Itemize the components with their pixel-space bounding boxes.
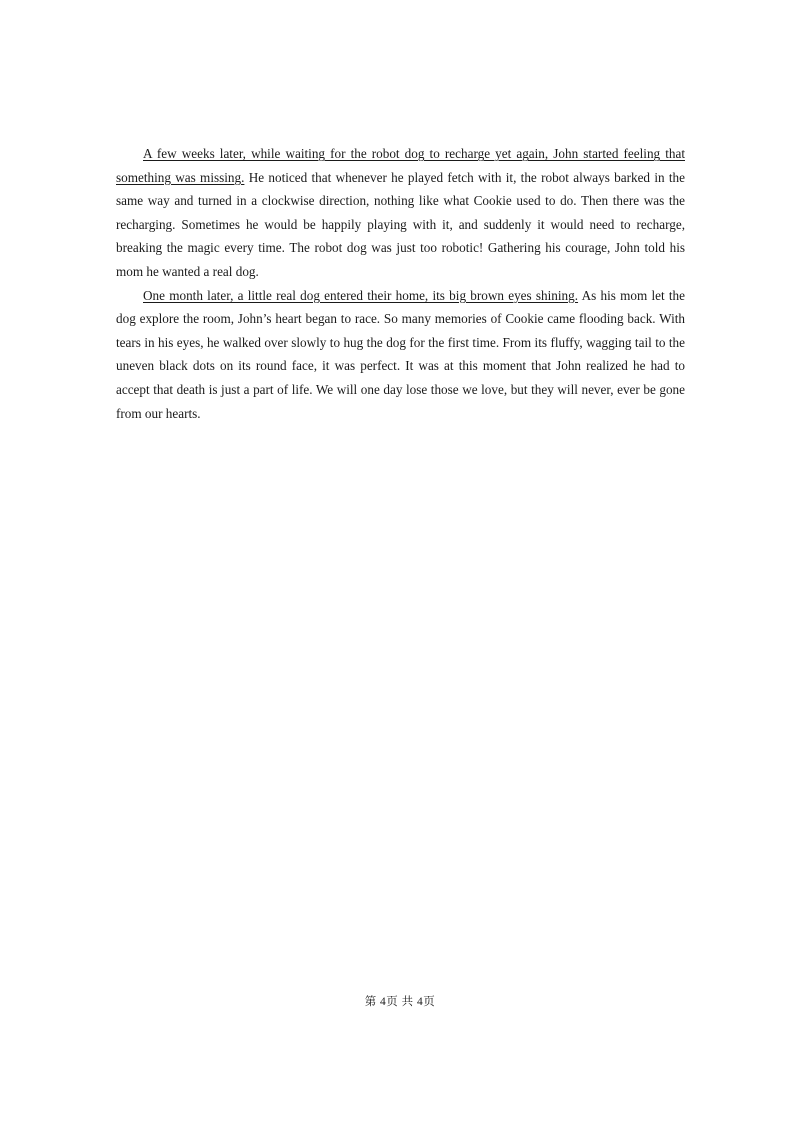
underlined-sentence-1: A few weeks later, while waiting for the robot dog to recharge yet again, John started feeling that something was missing. — [116, 146, 685, 185]
paragraph-1 — [116, 142, 685, 284]
underlined-sentence-2: One month later, a little real dog entered their home, its big brown eyes shining. — [143, 287, 579, 303]
paragraph-2 — [116, 284, 685, 426]
document-body — [116, 142, 685, 425]
page-number-footer: 第 4页 共 4页 — [364, 996, 436, 1008]
paragraph-1-text: He noticed that whenever he played fetch with it, the robot always barked in the same way and turned in a clockwise direction, nothing like what Cookie used to do. Then there was the recharging. Sometimes he would be happily playing with it, and suddenly it would need to recharge, breaking the magic every time. The robot dog was just too robotic! Gathering his courage, John told his mom he wanted a real dog. — [116, 169, 685, 279]
paragraph-2-text: As his mom let the dog explore the room, John’s heart began to race. So many memories of Cookie came flooding back. With tears in his eyes, he walked over slowly to hug the dog for the first time. From its fluffy, wagging tail to the uneven black dots on its round face, it was perfect. It was at this moment that John realized he had to accept that death is just a part of life. We will one day lose those we love, but they will never, ever be gone from our hearts. — [116, 287, 686, 421]
